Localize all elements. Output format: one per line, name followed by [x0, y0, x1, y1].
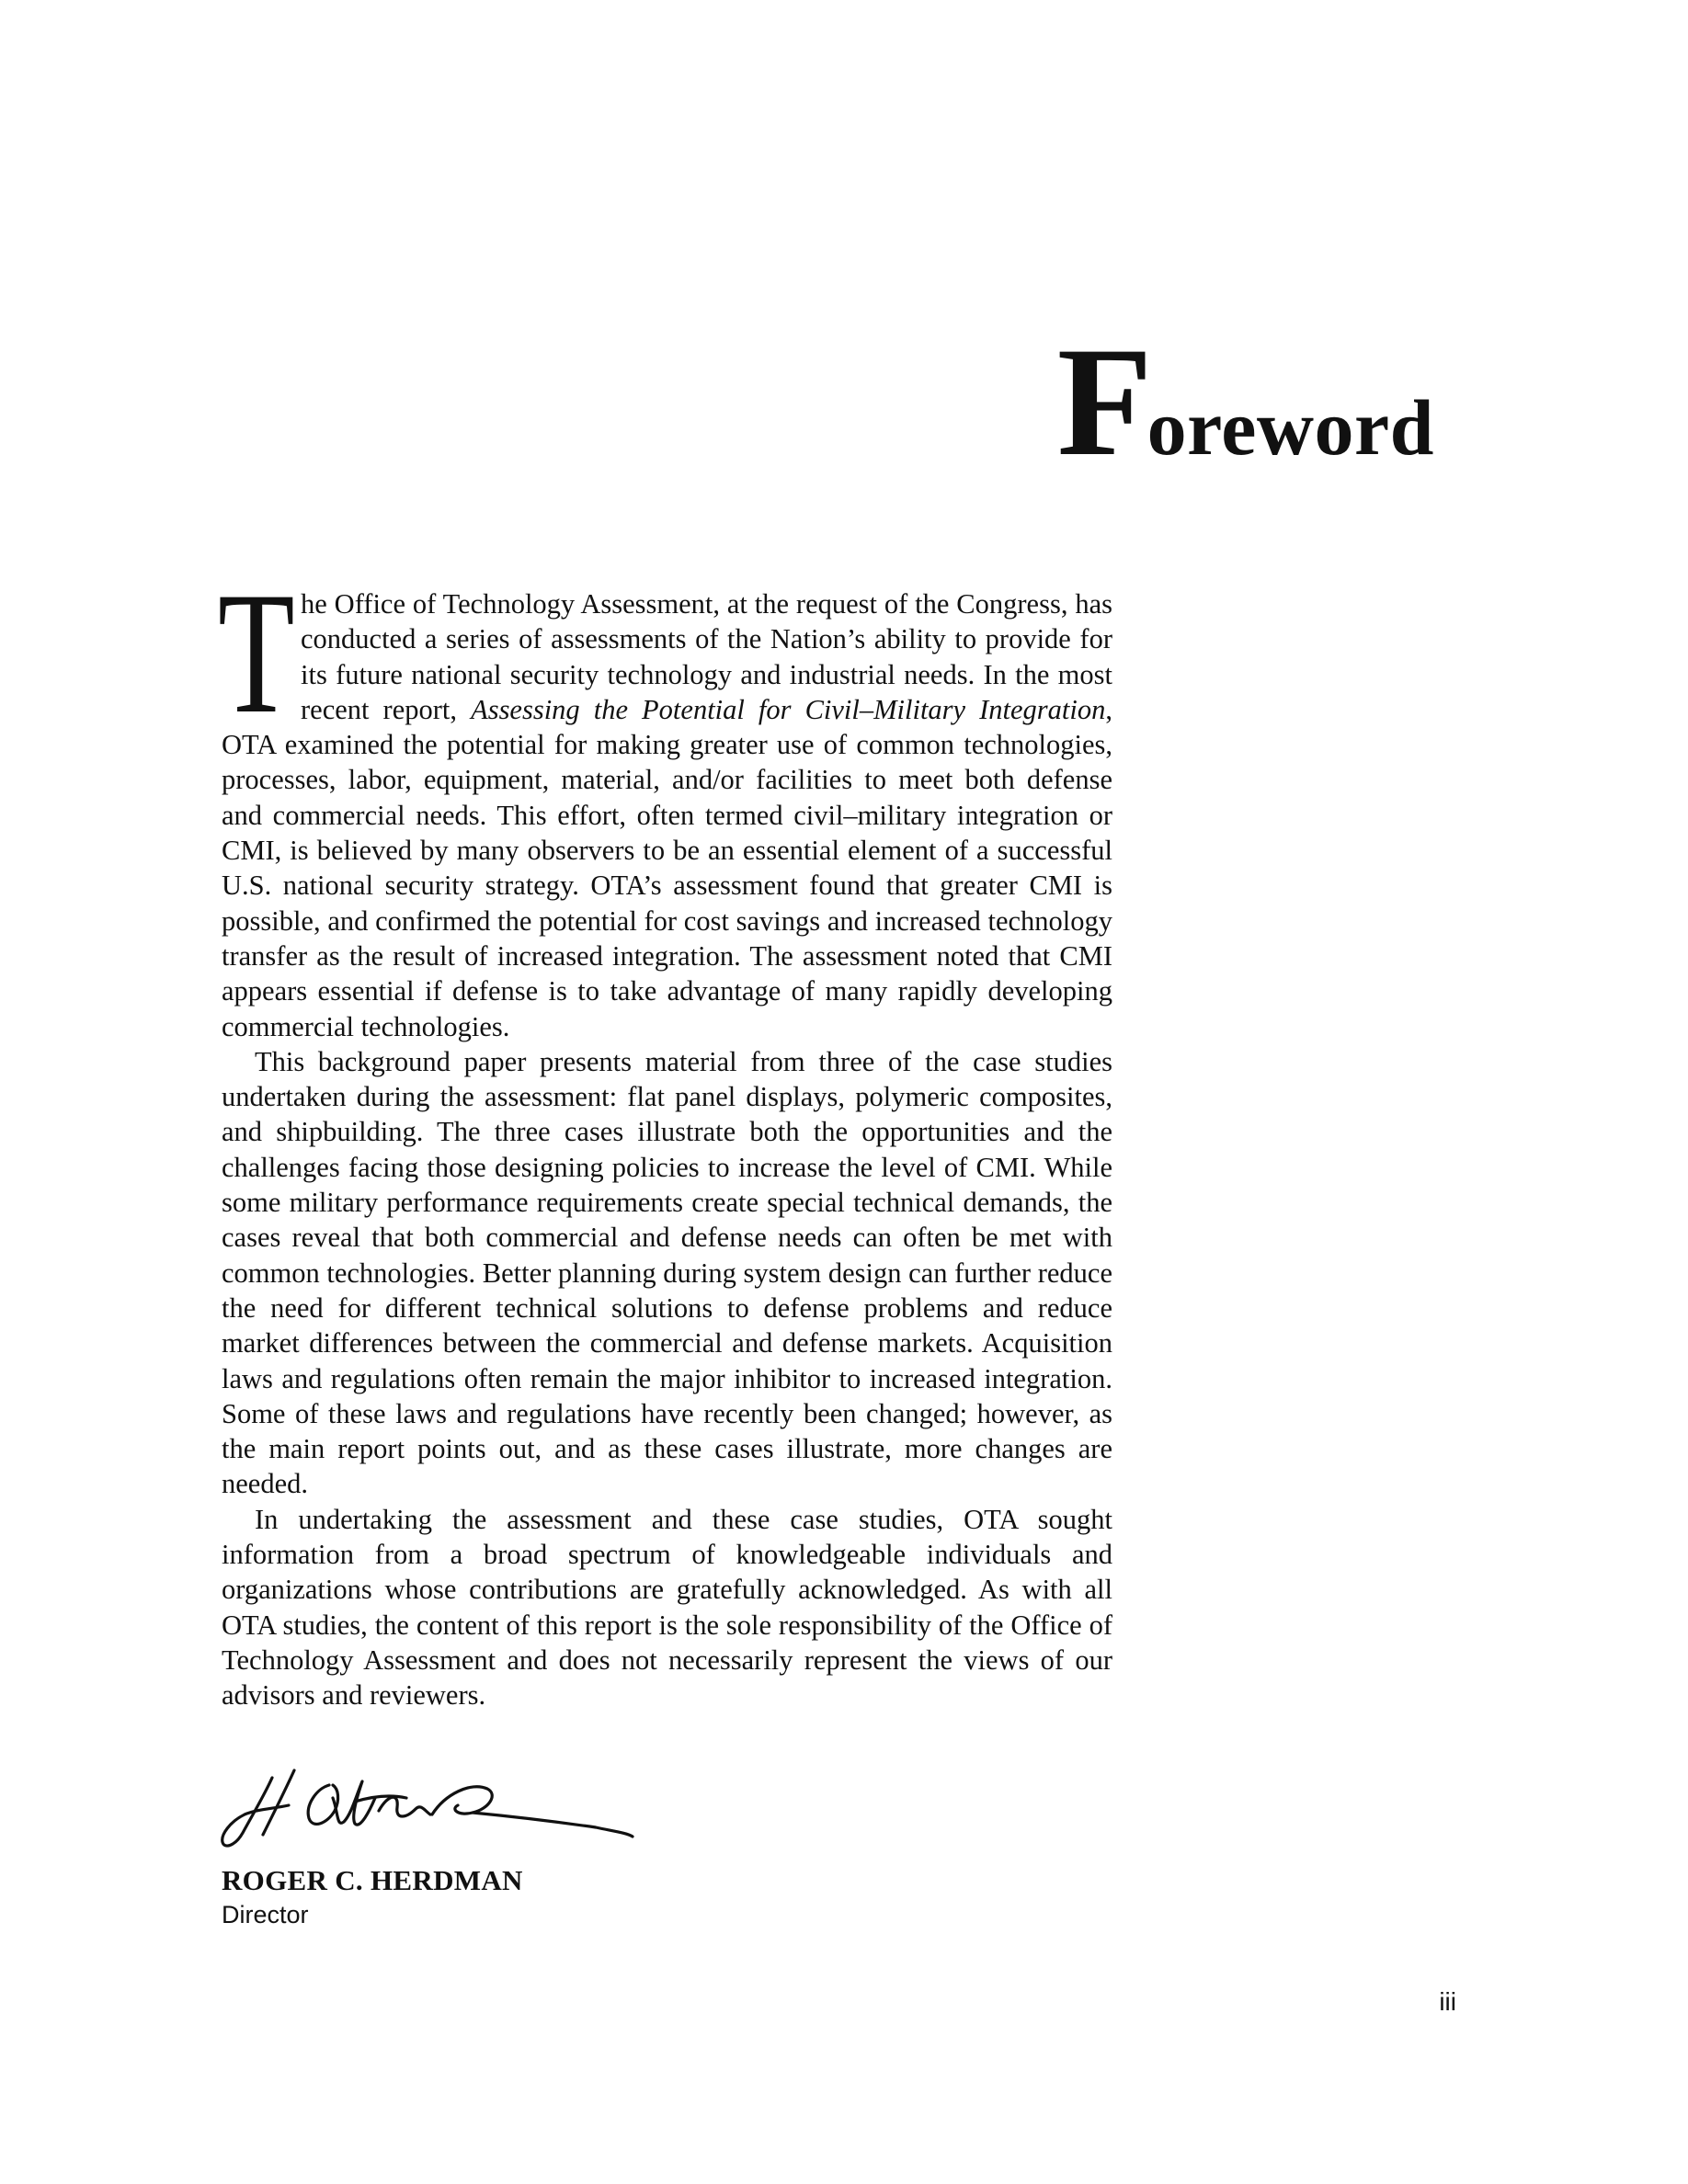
report-title-italic: Assessing the Potential for Civil–Military Integration [471, 693, 1106, 725]
signature-image [217, 1757, 640, 1868]
page-title-initial: F [1056, 315, 1147, 488]
paragraph-1-text-start: he Office of Technology Assessment, at the request of the Congress, has conducted a series of assessments of the Nation’s ability to provide for its future national security technology and industrial needs. In the most recent report, [301, 588, 1112, 725]
paragraph-3: In undertaking the assessment and these case studies, OTA sought information from a broad spectrum of knowledgeable individuals and organizations whose contributions are gratefully acknowledged. As with all OTA studies, the content of this report is the sole responsibility of the Office of Technology Assessment and does not necessarily represent the views of our advisors and reviewers. [222, 1503, 1112, 1712]
page-number: iii [1439, 1987, 1456, 2016]
foreword-body [218, 557, 1112, 1713]
drop-cap: T [218, 557, 295, 750]
signer-title: Director [222, 1901, 309, 1928]
page-title [1056, 315, 1434, 488]
signer-name: ROGER C. HERDMAN [222, 1864, 523, 1896]
page-title-rest: oreword [1146, 383, 1434, 472]
paragraph-2: This background paper presents material from three of the case studies undertaken during the assessment: flat panel displays, polymeric composites, and shipbuilding. The three cases illustrate both the opportunities and the challenges facing those designing policies to increase the level of CMI. While some military performance requirements create special technical demands, the cases reveal that both commercial and defense needs can often be met with common technologies. Better planning during system design can further reduce the need for different technical solutions to defense problems and reduce market differences between the commercial and defense markets. Acquisition laws and regulations often remain the major inhibitor to increased integration. Some of these laws and regulations have recently been changed; however, as the main report points out, and as these cases illustrate, more changes are needed. [222, 1045, 1112, 1500]
paragraph-1-text-end: , OTA examined the potential for making greater use of common technologies, processes, labor, equipment, material, and/or facilities to meet both defense and commercial needs. This effort, often termed civil–military integration or CMI, is believed by many observers to be an essential element of a successful U.S. national security strategy. OTA’s assessment found that greater CMI is possible, and confirmed the potential for cost savings and increased technology transfer as the result of increased integration. The assessment noted that CMI appears essential if defense is to take advantage of many rapidly developing commercial technologies. [222, 693, 1112, 1042]
paragraph-1 [218, 557, 1112, 1044]
